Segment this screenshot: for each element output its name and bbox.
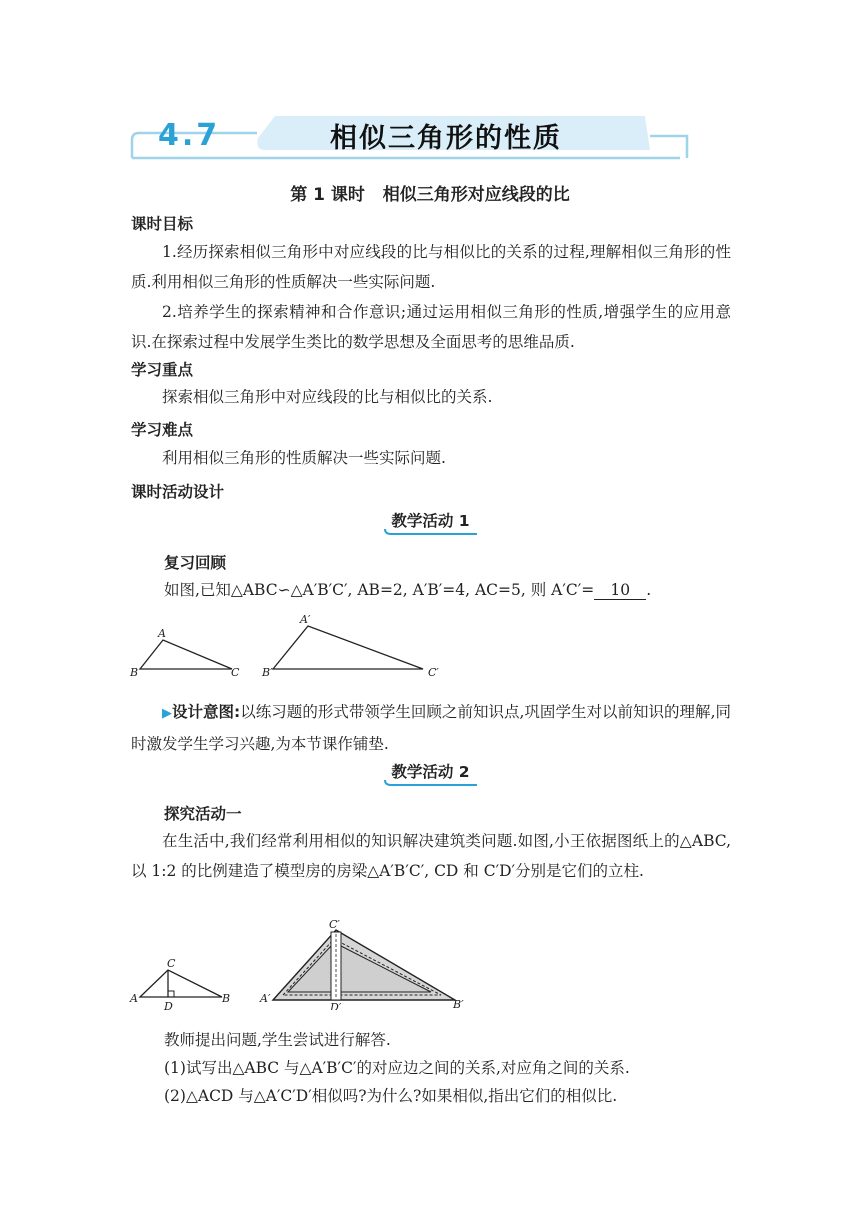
lesson-title [0,180,860,205]
triangle-abc [140,640,232,669]
key-points-text: 探索相似三角形中对应线段的比与相似比的关系. [162,388,493,406]
label-d-small: D [164,1000,173,1010]
label-a-prime: A′ [300,613,311,626]
design-intent-text: 以练习题的形式带领学生回顾之前知识点,巩固学生对以前知识的理解,同时激发学生学习兴趣,为本节课作铺垫. [131,703,732,753]
left-panel [288,946,331,992]
label-a-small: A [130,992,138,1005]
difficulties-text: 利用相似三角形的性质解决一些实际问题. [162,449,446,467]
label-d-prime-2: D′ [330,1001,342,1010]
label-c: C [231,666,240,679]
difficulties-heading: 学习难点 [131,421,194,439]
activity-1-label: 教学活动 1 [391,512,470,530]
review-heading: 复习回顾 [164,554,227,572]
label-b-small: B [222,992,231,1005]
triangle-bullet-icon: ▶ [162,706,173,721]
label-c-prime: C′ [428,666,439,679]
answer-blank: 10 [594,581,646,600]
section-number: 4.7 [158,118,221,153]
triangle-abc-small [140,970,222,997]
design-heading: 课时活动设计 [131,483,225,501]
review-question-prefix: 如图,已知△ [164,581,243,599]
triangle-a2b2c2 [273,626,423,669]
goal-item-1: 1.经历探索相似三角形中对应线段的比与相似比的关系的过程,理解相似三角形的性质.利用相似三角形的性质解决一些实际问题. [131,243,731,291]
explore-paragraph: 在生活中,我们经常利用相似的知识解决建筑类问题.如图,小王依据图纸上的△ABC,以 1:2 的比例建造了模型房的房梁△A′B′C′, CD 和 C′D′分别是它们的立柱. [131,832,731,880]
lesson-topic: 相似三角形对应线段的比 [382,185,570,205]
label-b-prime-2: B′ [453,998,464,1010]
label-b: B [130,666,139,679]
activity-2-underline [383,779,479,789]
section-title: 相似三角形的性质 [330,123,562,154]
activity-2-label: 教学活动 2 [391,763,470,781]
review-question [164,575,734,605]
label-b-prime: B′ [262,666,273,679]
label-a: A [158,627,166,640]
key-points-heading: 学习重点 [131,361,194,379]
label-a-prime-2: A′ [260,992,271,1005]
lesson-period: 第 1 课时 [290,185,365,205]
question-1: (1)试写出△ABC 与△A′B′C′的对应边之间的关系,对应角之间的关系. [164,1059,630,1077]
review-question-body: ABC∽△A′B′C′, AB=2, A′B′=4, AC=5, 则 A′C′= [242,581,595,599]
right-panel [341,946,431,992]
roof-beam-figure [125,918,470,1010]
goals-heading: 课时目标 [131,215,194,233]
explore-heading: 探究活动一 [164,805,242,823]
right-angle-mark [168,991,174,997]
design-intent-label: 设计意图: [172,703,241,721]
label-c-small: C [167,957,176,970]
teacher-note: 教师提出问题,学生尝试进行解答. [164,1031,391,1049]
question-2: (2)△ACD 与△A′C′D′相似吗?为什么?如果相似,指出它们的相似比. [164,1087,618,1105]
review-question-end: . [646,581,652,599]
activity-1-underline [383,528,479,538]
label-c-prime-2: C′ [329,918,340,931]
similar-triangles-figure [125,610,445,682]
goal-item-2: 2.培养学生的探索精神和合作意识;通过运用相似三角形的性质,增强学生的应用意识.在探索过程中发展学生类比的数学思想及全面思考的思维品质. [131,303,731,351]
design-intent-1 [131,697,731,759]
